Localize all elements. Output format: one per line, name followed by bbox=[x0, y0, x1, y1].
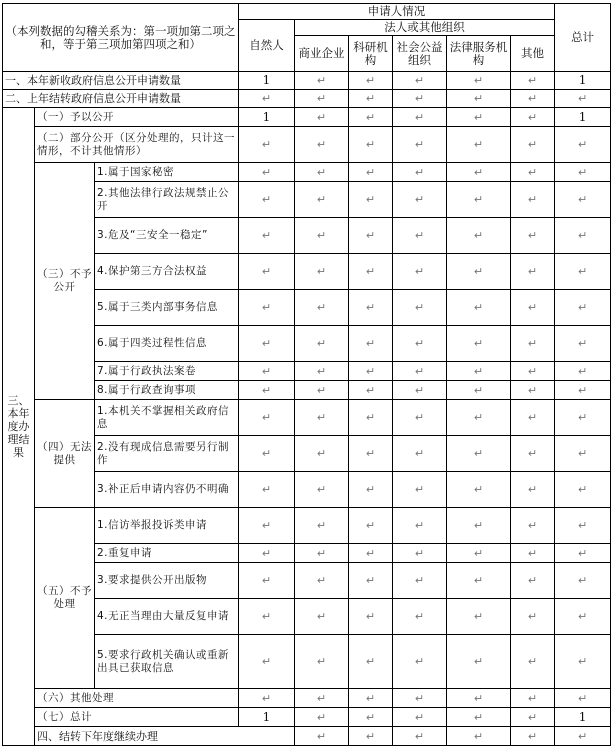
cell-mark: ↵ bbox=[511, 563, 555, 599]
cell-mark: ↵ bbox=[393, 508, 447, 544]
cell-mark: ↵ bbox=[511, 635, 555, 689]
cell-mark: ↵ bbox=[295, 218, 349, 254]
statistics-table bbox=[2, 3, 611, 746]
row-label: 一、本年新收政府信息公开申请数量 bbox=[3, 72, 239, 90]
cell-mark: ↵ bbox=[555, 163, 611, 182]
cell-mark: ↵ bbox=[447, 472, 511, 508]
cell-mark: ↵ bbox=[393, 254, 447, 290]
cell-value: 1 bbox=[239, 708, 295, 727]
table-row bbox=[3, 472, 611, 508]
cell-mark: ↵ bbox=[555, 218, 611, 254]
table-row bbox=[3, 400, 611, 436]
cell-value: 1 bbox=[555, 108, 611, 127]
cell-mark: ↵ bbox=[349, 400, 393, 436]
cell-value: 1 bbox=[555, 72, 611, 90]
cell-mark: ↵ bbox=[393, 635, 447, 689]
cell-mark: ↵ bbox=[511, 182, 555, 218]
cell-mark: ↵ bbox=[239, 218, 295, 254]
cell-mark: ↵ bbox=[511, 508, 555, 544]
cell-mark: ↵ bbox=[393, 362, 447, 381]
subsection-label: （四）无法提供 bbox=[35, 400, 95, 508]
cell-mark: ↵ bbox=[349, 563, 393, 599]
cell-mark: ↵ bbox=[555, 563, 611, 599]
cell-mark: ↵ bbox=[349, 72, 393, 90]
cell-mark: ↵ bbox=[447, 544, 511, 563]
cell-mark: ↵ bbox=[393, 689, 447, 708]
cell-mark: ↵ bbox=[511, 218, 555, 254]
row-label: （六）其他处理 bbox=[35, 689, 239, 708]
cell-mark: ↵ bbox=[447, 689, 511, 708]
cell-mark: ↵ bbox=[295, 544, 349, 563]
cell-mark: ↵ bbox=[349, 127, 393, 163]
cell-mark: ↵ bbox=[239, 400, 295, 436]
cell-mark: ↵ bbox=[555, 127, 611, 163]
cell-mark: ↵ bbox=[295, 72, 349, 90]
cell-mark: ↵ bbox=[393, 708, 447, 727]
cell-mark: ↵ bbox=[555, 544, 611, 563]
cell-mark: ↵ bbox=[511, 400, 555, 436]
cell-mark: ↵ bbox=[295, 90, 349, 108]
cell-mark: ↵ bbox=[349, 108, 393, 127]
cell-mark: ↵ bbox=[349, 689, 393, 708]
row-label: 1.信访举报投诉类申请 bbox=[95, 508, 239, 544]
cell-mark: ↵ bbox=[555, 90, 611, 108]
cell-mark: ↵ bbox=[239, 163, 295, 182]
table-row bbox=[3, 508, 611, 544]
cell-mark: ↵ bbox=[393, 727, 447, 746]
cell-mark: ↵ bbox=[511, 381, 555, 400]
cell-mark: ↵ bbox=[555, 326, 611, 362]
cell-mark: ↵ bbox=[295, 708, 349, 727]
cell-mark: ↵ bbox=[511, 708, 555, 727]
cell-mark: ↵ bbox=[349, 544, 393, 563]
cell-mark: ↵ bbox=[447, 708, 511, 727]
cell-mark: ↵ bbox=[295, 436, 349, 472]
cell-mark: ↵ bbox=[393, 290, 447, 326]
cell-mark: ↵ bbox=[239, 689, 295, 708]
cell-mark: ↵ bbox=[239, 472, 295, 508]
cell-mark: ↵ bbox=[349, 218, 393, 254]
cell-mark: ↵ bbox=[349, 362, 393, 381]
cell-mark: ↵ bbox=[239, 599, 295, 635]
table-row bbox=[3, 127, 611, 163]
table-row bbox=[3, 326, 611, 362]
cell-mark: ↵ bbox=[349, 635, 393, 689]
cell-mark: ↵ bbox=[349, 90, 393, 108]
row-label: 3.危及“三安全一稳定” bbox=[95, 218, 239, 254]
cell-mark: ↵ bbox=[555, 635, 611, 689]
cell-mark: ↵ bbox=[393, 472, 447, 508]
row-label: 1.本机关不掌握相关政府信息 bbox=[95, 400, 239, 436]
table-row bbox=[3, 90, 611, 108]
cell-mark: ↵ bbox=[349, 472, 393, 508]
cell-mark: ↵ bbox=[555, 599, 611, 635]
cell-mark: ↵ bbox=[555, 381, 611, 400]
cell-mark: ↵ bbox=[555, 362, 611, 381]
row-label: 4.无正当理由大量反复申请 bbox=[95, 599, 239, 635]
cell-mark: ↵ bbox=[295, 472, 349, 508]
cell-mark: ↵ bbox=[447, 362, 511, 381]
cell-mark: ↵ bbox=[447, 254, 511, 290]
applicant-info-header: 申请人情况 bbox=[239, 4, 555, 20]
cell-value: 1 bbox=[239, 72, 295, 90]
row-label: 四、结转下年度继续办理 bbox=[35, 727, 295, 746]
cell-mark: ↵ bbox=[295, 400, 349, 436]
table-row bbox=[3, 635, 611, 689]
cell-mark: ↵ bbox=[295, 727, 349, 746]
row-label: （二）部分公开（区分处理的，只计这一情形，不计其他情形） bbox=[35, 127, 239, 163]
legal-service-header: 法律服务机构 bbox=[447, 36, 511, 72]
row-label: （一）予以公开 bbox=[35, 108, 239, 127]
row-label: 5.要求行政机关确认或重新出具已获取信息 bbox=[95, 635, 239, 689]
table-row bbox=[3, 708, 611, 727]
row-label: （七）总计 bbox=[35, 708, 239, 727]
cell-mark: ↵ bbox=[239, 182, 295, 218]
cell-mark: ↵ bbox=[239, 381, 295, 400]
cell-value: 1 bbox=[555, 708, 611, 727]
cell-mark: ↵ bbox=[295, 362, 349, 381]
cell-mark: ↵ bbox=[295, 182, 349, 218]
cell-mark: ↵ bbox=[349, 708, 393, 727]
cell-mark: ↵ bbox=[349, 254, 393, 290]
subsection-label: （三）不予公开 bbox=[35, 163, 95, 400]
cell-mark: ↵ bbox=[393, 90, 447, 108]
cell-mark: ↵ bbox=[511, 108, 555, 127]
cell-mark: ↵ bbox=[295, 163, 349, 182]
cell-mark: ↵ bbox=[349, 508, 393, 544]
cell-mark: ↵ bbox=[447, 381, 511, 400]
cell-mark: ↵ bbox=[239, 508, 295, 544]
table-row bbox=[3, 544, 611, 563]
cell-mark: ↵ bbox=[447, 508, 511, 544]
cell-mark: ↵ bbox=[511, 472, 555, 508]
cell-mark: ↵ bbox=[447, 182, 511, 218]
row-label: 2.没有现成信息需要另行制作 bbox=[95, 436, 239, 472]
table-row bbox=[3, 163, 611, 182]
cell-mark: ↵ bbox=[239, 362, 295, 381]
cell-mark: ↵ bbox=[393, 544, 447, 563]
cell-mark: ↵ bbox=[447, 108, 511, 127]
cell-mark: ↵ bbox=[295, 290, 349, 326]
table-row bbox=[3, 290, 611, 326]
table-row bbox=[3, 108, 611, 127]
cell-mark: ↵ bbox=[295, 689, 349, 708]
cell-mark: ↵ bbox=[447, 218, 511, 254]
cell-mark: ↵ bbox=[447, 400, 511, 436]
cell-mark: ↵ bbox=[295, 127, 349, 163]
cell-mark: ↵ bbox=[349, 381, 393, 400]
cell-mark: ↵ bbox=[511, 599, 555, 635]
cell-mark: ↵ bbox=[511, 163, 555, 182]
cell-mark: ↵ bbox=[447, 727, 511, 746]
cell-mark: ↵ bbox=[555, 182, 611, 218]
cell-mark: ↵ bbox=[447, 436, 511, 472]
cell-mark: ↵ bbox=[295, 381, 349, 400]
table-row bbox=[3, 72, 611, 90]
cell-mark: ↵ bbox=[393, 108, 447, 127]
social-header: 社会公益组织 bbox=[393, 36, 447, 72]
cell-mark: ↵ bbox=[393, 326, 447, 362]
cell-mark: ↵ bbox=[511, 689, 555, 708]
header-note: （本列数据的勾稽关系为：第一项加第二项之和，等于第三项加第四项之和） bbox=[3, 4, 239, 72]
research-header: 科研机构 bbox=[349, 36, 393, 72]
cell-mark: ↵ bbox=[393, 163, 447, 182]
cell-mark: ↵ bbox=[511, 362, 555, 381]
row-label: 5.属于三类内部事务信息 bbox=[95, 290, 239, 326]
row-label: 7.属于行政执法案卷 bbox=[95, 362, 239, 381]
cell-mark: ↵ bbox=[295, 635, 349, 689]
cell-mark: ↵ bbox=[349, 599, 393, 635]
cell-mark: ↵ bbox=[447, 72, 511, 90]
cell-mark: ↵ bbox=[447, 163, 511, 182]
cell-mark: ↵ bbox=[295, 254, 349, 290]
table-row bbox=[3, 218, 611, 254]
cell-mark: ↵ bbox=[555, 436, 611, 472]
table-row bbox=[3, 182, 611, 218]
row-label: 3.补正后申请内容仍不明确 bbox=[95, 472, 239, 508]
cell-mark: ↵ bbox=[393, 182, 447, 218]
cell-mark: ↵ bbox=[239, 326, 295, 362]
cell-mark: ↵ bbox=[447, 326, 511, 362]
cell-mark: ↵ bbox=[511, 326, 555, 362]
cell-mark: ↵ bbox=[349, 326, 393, 362]
cell-mark: ↵ bbox=[349, 163, 393, 182]
cell-mark: ↵ bbox=[295, 563, 349, 599]
cell-mark: ↵ bbox=[349, 436, 393, 472]
row-label: 1.属于国家秘密 bbox=[95, 163, 239, 182]
cell-mark: ↵ bbox=[393, 127, 447, 163]
cell-mark: ↵ bbox=[511, 290, 555, 326]
cell-value: 1 bbox=[239, 108, 295, 127]
cell-mark: ↵ bbox=[511, 90, 555, 108]
cell-mark: ↵ bbox=[393, 400, 447, 436]
row-label: 8.属于行政查询事项 bbox=[95, 381, 239, 400]
cell-mark: ↵ bbox=[393, 218, 447, 254]
table-row bbox=[3, 436, 611, 472]
row-label: 二、上年结转政府信息公开申请数量 bbox=[3, 90, 239, 108]
cell-mark: ↵ bbox=[393, 72, 447, 90]
cell-mark: ↵ bbox=[393, 381, 447, 400]
table-row bbox=[3, 727, 611, 746]
cell-mark: ↵ bbox=[239, 254, 295, 290]
cell-mark: ↵ bbox=[555, 472, 611, 508]
cell-mark: ↵ bbox=[447, 635, 511, 689]
cell-mark: ↵ bbox=[349, 727, 393, 746]
section-three-label: 三、本年度办理结果 bbox=[3, 108, 35, 746]
cell-mark: ↵ bbox=[555, 290, 611, 326]
table-row bbox=[3, 563, 611, 599]
row-label: 4.保护第三方合法权益 bbox=[95, 254, 239, 290]
cell-mark: ↵ bbox=[447, 563, 511, 599]
cell-mark: ↵ bbox=[511, 727, 555, 746]
cell-mark: ↵ bbox=[239, 635, 295, 689]
cell-mark: ↵ bbox=[447, 599, 511, 635]
legal-group-header: 法人或其他组织 bbox=[295, 20, 555, 36]
cell-mark: ↵ bbox=[349, 290, 393, 326]
cell-mark: ↵ bbox=[295, 508, 349, 544]
cell-mark: ↵ bbox=[295, 599, 349, 635]
cell-mark: ↵ bbox=[295, 108, 349, 127]
cell-mark: ↵ bbox=[555, 727, 611, 746]
table-row bbox=[3, 381, 611, 400]
table-row bbox=[3, 362, 611, 381]
natural-person-header: 自然人 bbox=[239, 20, 295, 72]
subsection-label: （五）不予处理 bbox=[35, 508, 95, 689]
cell-mark: ↵ bbox=[447, 290, 511, 326]
table-row bbox=[3, 689, 611, 708]
cell-mark: ↵ bbox=[239, 544, 295, 563]
cell-mark: ↵ bbox=[511, 72, 555, 90]
cell-mark: ↵ bbox=[511, 127, 555, 163]
cell-mark: ↵ bbox=[555, 689, 611, 708]
cell-mark: ↵ bbox=[511, 436, 555, 472]
cell-mark: ↵ bbox=[555, 400, 611, 436]
row-label: 3.要求提供公开出版物 bbox=[95, 563, 239, 599]
other-header: 其他 bbox=[511, 36, 555, 72]
cell-mark: ↵ bbox=[239, 436, 295, 472]
cell-mark: ↵ bbox=[393, 599, 447, 635]
total-header: 总计 bbox=[555, 4, 611, 72]
row-label: 2.其他法律行政法规禁止公开 bbox=[95, 182, 239, 218]
row-label: 6.属于四类过程性信息 bbox=[95, 326, 239, 362]
cell-mark: ↵ bbox=[393, 563, 447, 599]
row-label: 2.重复申请 bbox=[95, 544, 239, 563]
cell-mark: ↵ bbox=[555, 508, 611, 544]
cell-mark: ↵ bbox=[239, 90, 295, 108]
cell-mark: ↵ bbox=[447, 127, 511, 163]
cell-mark: ↵ bbox=[555, 254, 611, 290]
cell-mark: ↵ bbox=[447, 90, 511, 108]
cell-mark: ↵ bbox=[239, 563, 295, 599]
cell-mark: ↵ bbox=[511, 254, 555, 290]
cell-mark: ↵ bbox=[239, 290, 295, 326]
cell-mark: ↵ bbox=[393, 436, 447, 472]
cell-mark: ↵ bbox=[239, 127, 295, 163]
commercial-header: 商业企业 bbox=[295, 36, 349, 72]
cell-mark: ↵ bbox=[295, 326, 349, 362]
cell-mark: ↵ bbox=[511, 544, 555, 563]
table-row bbox=[3, 254, 611, 290]
table-row bbox=[3, 599, 611, 635]
cell-mark: ↵ bbox=[349, 182, 393, 218]
